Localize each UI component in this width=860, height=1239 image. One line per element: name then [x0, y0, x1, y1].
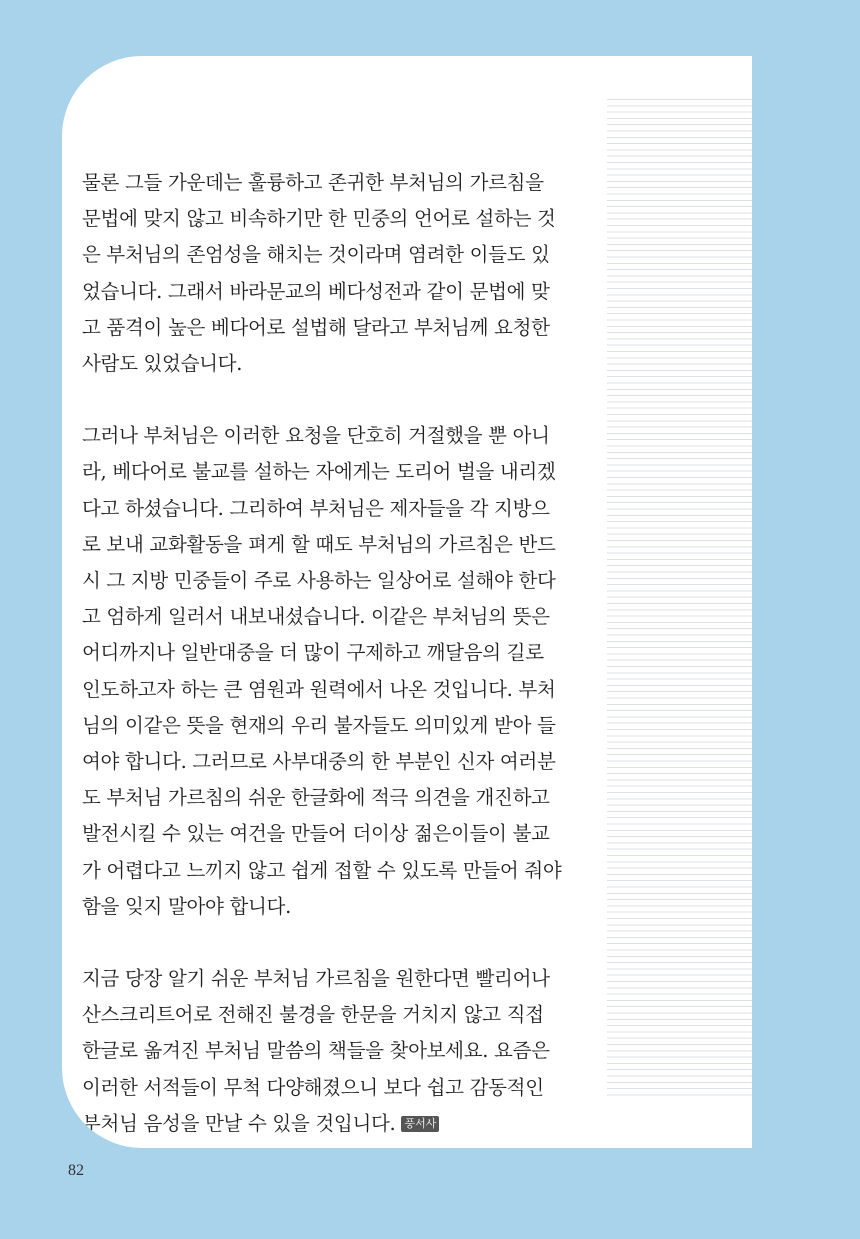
text-line: 여야 합니다. 그러므로 사부대중의 한 부분인 신자 여러분	[82, 750, 556, 774]
text-line: 은 부처님의 존엄성을 해치는 것이라며 염려한 이들도 있	[82, 243, 550, 267]
text-line: 이러한 서적들이 무척 다양해졌으니 보다 쉽고 감동적인	[82, 1075, 544, 1099]
page-card	[62, 56, 752, 1148]
paragraph-3	[82, 961, 582, 1142]
text-line: 어디까지나 일반대중을 더 많이 구제하고 깨달음의 길로	[82, 641, 544, 665]
text-line: 사람도 있었습니다.	[82, 352, 243, 376]
text-line: 한글로 옮겨진 부처님 말씀의 책들을 찾아보세요. 요즘은	[82, 1039, 550, 1063]
text-line: 라, 베다어로 불교를 설하는 자에게는 도리어 벌을 내리겠	[82, 460, 556, 484]
paragraph-2	[82, 418, 582, 925]
text-line: 문법에 맞지 않고 비속하기만 한 민중의 언어로 설하는 것	[82, 207, 556, 231]
text-line: 님의 이같은 뜻을 현재의 우리 불자들도 의미있게 받아 들	[82, 713, 556, 737]
paragraph-1	[82, 165, 582, 382]
text-line: 산스크리트어로 전해진 불경을 한문을 거치지 않고 직접	[82, 1003, 544, 1027]
text-line: 다고 하셨습니다. 그리하여 부처님은 제자들을 각 지방으	[82, 496, 550, 520]
text-line: 고 엄하게 일러서 내보내셨습니다. 이같은 부처님의 뜻은	[82, 605, 550, 629]
ruled-lines-decoration	[607, 99, 752, 1099]
text-line: 고 품격이 높은 베다어로 설법해 달라고 부처님께 요청한	[82, 315, 550, 339]
text-line: 발전시킬 수 있는 여건을 만들어 더이상 젊은이들이 불교	[82, 822, 550, 846]
text-line: 도 부처님 가르침의 쉬운 한글화에 적극 의견을 개진하고	[82, 786, 550, 810]
text-line-last	[82, 1106, 582, 1142]
text-line: 시 그 지방 민중들이 주로 사용하는 일상어로 설해야 한다	[82, 569, 556, 593]
text-line: 었습니다. 그래서 바라문교의 베다성전과 같이 문법에 맞	[82, 279, 550, 303]
text-line-last-text: 부처님 음성을 만날 수 있을 것입니다.	[82, 1111, 396, 1135]
text-line: 가 어렵다고 느끼지 않고 쉽게 접할 수 있도록 만들어 줘야	[82, 858, 562, 882]
article-body	[82, 165, 582, 1142]
page-number: 82	[68, 1162, 84, 1179]
text-line: 물론 그들 가운데는 훌륭하고 존귀한 부처님의 가르침을	[82, 171, 544, 194]
text-line: 인도하고자 하는 큰 염원과 원력에서 나온 것입니다. 부처	[82, 677, 556, 701]
text-line: 함을 잊지 말아야 합니다.	[82, 894, 291, 918]
text-line: 그러나 부처님은 이러한 요청을 단호히 거절했을 뿐 아니	[82, 424, 550, 448]
end-mark-stamp: 풍서사	[401, 1116, 439, 1132]
text-line: 로 보내 교화활동을 펴게 할 때도 부처님의 가르침은 반드	[82, 532, 556, 556]
text-line: 지금 당장 알기 쉬운 부처님 가르침을 원한다면 빨리어나	[82, 967, 550, 991]
